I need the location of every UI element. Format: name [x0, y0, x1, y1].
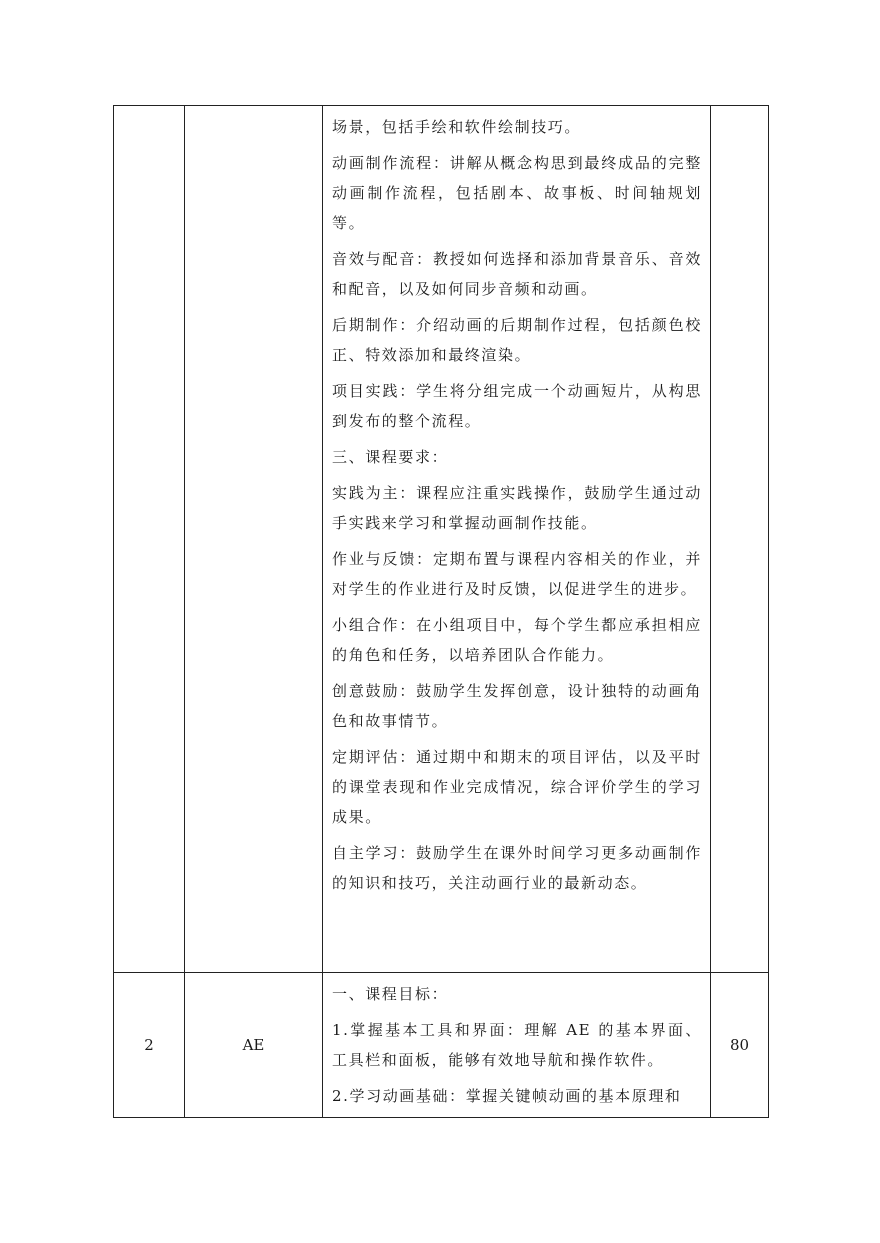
index-cell: 2 [114, 973, 185, 1118]
content-paragraph: 实践为主：课程应注重实践操作，鼓励学生通过动手实践来学习和掌握动画制作技能。 [332, 484, 702, 532]
course-table [113, 105, 769, 1118]
content-paragraph: 自主学习：鼓励学生在课外时间学习更多动画制作的知识和技巧，关注动画行业的最新动态。 [332, 844, 702, 892]
hours-cell: 80 [711, 973, 769, 1118]
table-row-continued [114, 106, 769, 973]
content-paragraph: 2.学习动画基础：掌握关键帧动画的基本原理和 [332, 1087, 682, 1105]
course-name-cell-empty [185, 106, 323, 973]
section-heading: 一、课程目标： [332, 985, 449, 1003]
content-paragraph: 项目实践：学生将分组完成一个动画短片，从构思到发布的整个流程。 [332, 382, 702, 430]
content-paragraph: 1.掌握基本工具和界面：理解 AE 的基本界面、工具栏和面板，能够有效地导航和操作软件。 [332, 1021, 702, 1069]
index-cell-empty [114, 106, 185, 973]
content-paragraph: 定期评估：通过期中和期末的项目评估，以及平时的课堂表现和作业完成情况，综合评价学生的学习成果。 [332, 748, 702, 826]
course-content-cell [323, 973, 711, 1118]
section-heading: 三、课程要求： [332, 448, 449, 466]
content-paragraph: 小组合作：在小组项目中，每个学生都应承担相应的角色和任务，以培养团队合作能力。 [332, 616, 702, 664]
content-paragraph: 音效与配音：教授如何选择和添加背景音乐、音效和配音，以及如何同步音频和动画。 [332, 250, 702, 298]
content-paragraph: 后期制作：介绍动画的后期制作过程，包括颜色校正、特效添加和最终渲染。 [332, 316, 702, 364]
course-content-cell [323, 106, 711, 973]
table-row-ae [114, 973, 769, 1118]
content-paragraph: 场景，包括手绘和软件绘制技巧。 [332, 118, 582, 136]
content-paragraph: 作业与反馈：定期布置与课程内容相关的作业，并对学生的作业进行及时反馈，以促进学生的进步。 [332, 550, 702, 598]
course-name-cell: AE [185, 973, 323, 1118]
content-paragraph: 创意鼓励：鼓励学生发挥创意，设计独特的动画角色和故事情节。 [332, 682, 702, 730]
content-paragraph: 动画制作流程：讲解从概念构思到最终成品的完整动画制作流程，包括剧本、故事板、时间轴规划等。 [332, 154, 702, 232]
hours-cell-empty [711, 106, 769, 973]
